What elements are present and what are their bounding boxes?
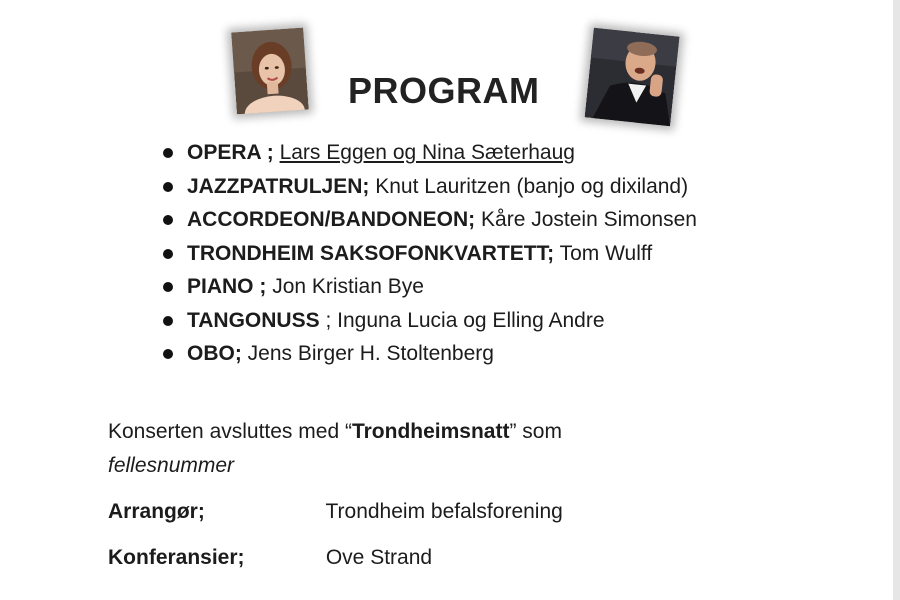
program-item-obo: [160, 337, 697, 371]
program-list: [160, 136, 697, 371]
singer-man-photo: [585, 28, 680, 126]
performers: Jens Birger H. Stoltenberg: [247, 342, 494, 365]
man-portrait-image: [585, 28, 680, 126]
host-value: Ove Strand: [325, 546, 433, 569]
closing-prefix: Konserten avsluttes med “: [108, 420, 352, 443]
act-name: OBO;: [187, 342, 242, 365]
bullet-icon: [163, 316, 173, 326]
page-edge-gutter: [893, 0, 900, 600]
performers: Knut Lauritzen (banjo og dixiland): [375, 174, 689, 198]
bullet-icon: [163, 148, 173, 158]
performers: Tom Wulff: [559, 241, 653, 265]
closing-line2: fellesnummer: [108, 454, 235, 477]
closing-song: Trondheimsnatt: [351, 420, 510, 443]
act-name: TRONDHEIM SAKSOFONKVARTETT;: [187, 241, 555, 265]
bullet-icon: [163, 349, 173, 359]
program-item-saksofonkvartett: [160, 237, 697, 271]
host-row: [108, 546, 432, 570]
woman-portrait-image: [231, 28, 309, 115]
program-item-opera: [160, 136, 697, 170]
organizer-value: Trondheim befalsforening: [325, 500, 563, 523]
page-title: PROGRAM: [348, 70, 540, 111]
bullet-icon: [163, 182, 173, 192]
program-item-tangonuss: [160, 304, 697, 338]
closing-note: [108, 415, 728, 483]
host-label: Konferansier;: [108, 546, 245, 569]
organizer-label: Arrangør;: [108, 500, 205, 523]
act-name: ACCORDEON/BANDONEON;: [187, 208, 476, 231]
closing-suffix: ” som: [509, 420, 562, 443]
organizer-row: [108, 500, 563, 524]
performers: Lars Eggen og Nina Sæterhaug: [279, 141, 575, 164]
performers: Jon Kristian Bye: [272, 275, 424, 298]
performers: Kåre Jostein Simonsen: [481, 208, 697, 231]
bullet-icon: [163, 215, 173, 225]
act-name: TANGONUSS: [187, 308, 320, 332]
program-item-piano: [160, 270, 697, 304]
act-name: OPERA ;: [187, 141, 274, 164]
bullet-icon: [163, 249, 173, 259]
program-item-jazzpatruljen: [160, 170, 697, 204]
act-name: JAZZPATRULJEN;: [187, 174, 370, 198]
performers: ; Inguna Lucia og Elling Andre: [325, 308, 605, 332]
act-name: PIANO ;: [187, 275, 267, 298]
program-item-accordeon: [160, 203, 697, 237]
bullet-icon: [163, 282, 173, 292]
singer-woman-photo: [231, 28, 309, 115]
